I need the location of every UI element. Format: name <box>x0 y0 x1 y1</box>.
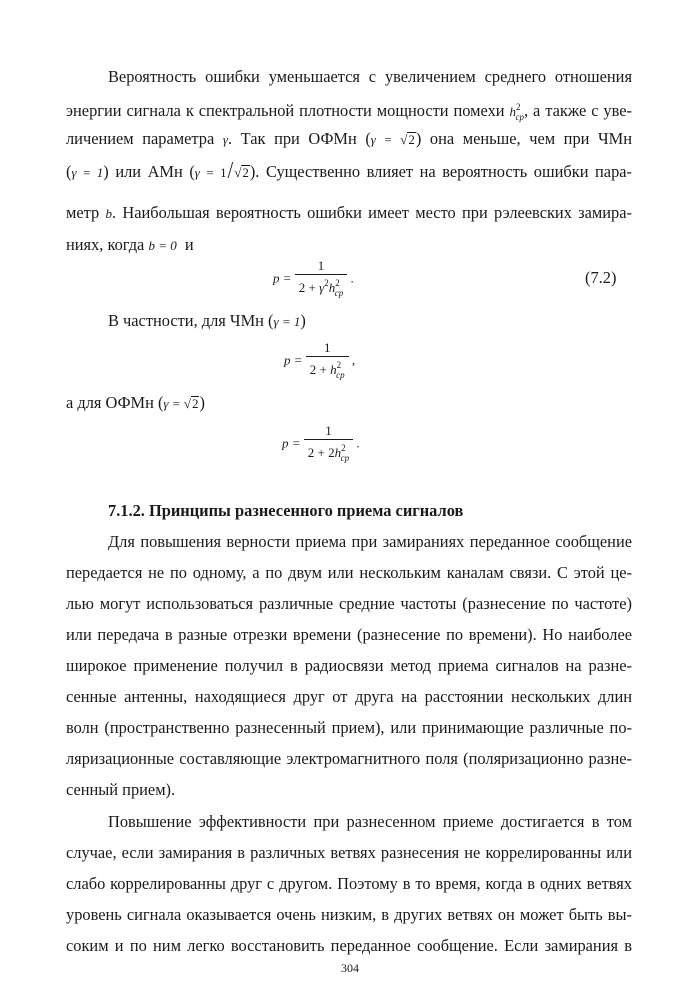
paragraph-line: В частности, для ЧМн (γ = 1) <box>108 311 306 330</box>
paragraph-line: Для повышения верности приема при замираниях переданное сообщение <box>108 532 632 551</box>
section-heading: 7.1.2. Принципы разнесенного приема сигналов <box>108 501 464 520</box>
paragraph-line: Повышение эффективности при разнесенном приеме достигается в том <box>108 812 632 831</box>
paragraph-line: уровень сигнала оказывается очень низким, в других ветвях он может быть вы- <box>66 905 632 924</box>
paragraph-line: ниях, когда b = 0 и <box>66 235 194 254</box>
paragraph-line: а для ОФМн (γ = √2) <box>66 393 205 412</box>
paragraph-line: лью могут использоваться различные средние частоты (разнесение по частоте) <box>66 594 632 613</box>
paragraph-line: ляризационные составляющие электромагнитного поля (поляризационно разне- <box>66 749 632 768</box>
paragraph-line: соким и по ним легко восстановить переданное сообщение. Если замирания в <box>66 936 632 955</box>
math-h-cp: $h^2_{ср}$ <box>509 102 524 122</box>
equation-fsk: p = $\frac{1}{2 + h^2_{ср}}$ , <box>284 340 355 383</box>
page-number: 304 <box>341 961 359 975</box>
math-gamma-inv-sqrt2: γ = 1/√2 <box>194 157 249 185</box>
paragraph-line: метр b. Наибольшая вероятность ошибки имеет место при рэлеевских замира- <box>66 203 632 222</box>
paragraph-line: широкое применение получил в радиосвязи метод приема сигналов на разне- <box>66 656 632 675</box>
paragraph-line: слабо коррелированны друг с другом. Поэтому в то время, когда в одних ветвях <box>66 874 632 893</box>
equation-number: (7.2) <box>585 268 617 287</box>
paragraph-line: энергии сигнала к спектральной плотности мощности помехи $h^2_{ср}$, а также с уве- <box>66 101 632 122</box>
paragraph-line: Вероятность ошибки уменьшается с увеличением среднего отношения <box>108 67 632 86</box>
math-gamma-sqrt2: γ = √2 <box>370 132 415 147</box>
paragraph-line: волн (пространственно разнесенный прием), или принимающие различные по- <box>66 718 632 737</box>
paragraph-line: сенные антенны, находящиеся друг от друга на расстоянии нескольких длин <box>66 687 632 706</box>
equation-7-2: p = $\frac{1}{2 + \gamma^2h^2_{ср}}$ . <box>273 258 354 301</box>
math-gamma-sqrt2: γ = √2 <box>163 396 199 411</box>
paragraph-line: передается не по одному, а по двум или нескольким каналам связи. С этой це- <box>66 563 632 582</box>
paragraph-line: (γ = 1) или АМн (γ = 1/√2). Существенно влияет на вероятность ошибки пара- <box>66 157 632 185</box>
paragraph-line: сенный прием). <box>66 780 176 799</box>
paragraph-line: случае, если замирания в различных ветвях разнесения не коррелированны или <box>66 843 632 862</box>
equation-dpsk: p = $\frac{1}{2 + 2h^2_{ср}}$ . <box>282 423 360 466</box>
paragraph-line: или передача в разные отрезки времени (разнесение по времени). Но наиболее <box>66 625 632 644</box>
paragraph-line: личением параметра γ. Так при ОФМн (γ = √2) она меньше, чем при ЧМн <box>66 129 633 148</box>
fraction: $\frac{1}{2 + h^2_{ср}}$ <box>306 340 349 383</box>
fraction: $\frac{1}{2 + \gamma^2h^2_{ср}}$ <box>295 258 347 301</box>
fraction: $\frac{1}{2 + 2h^2_{ср}}$ <box>304 423 353 466</box>
